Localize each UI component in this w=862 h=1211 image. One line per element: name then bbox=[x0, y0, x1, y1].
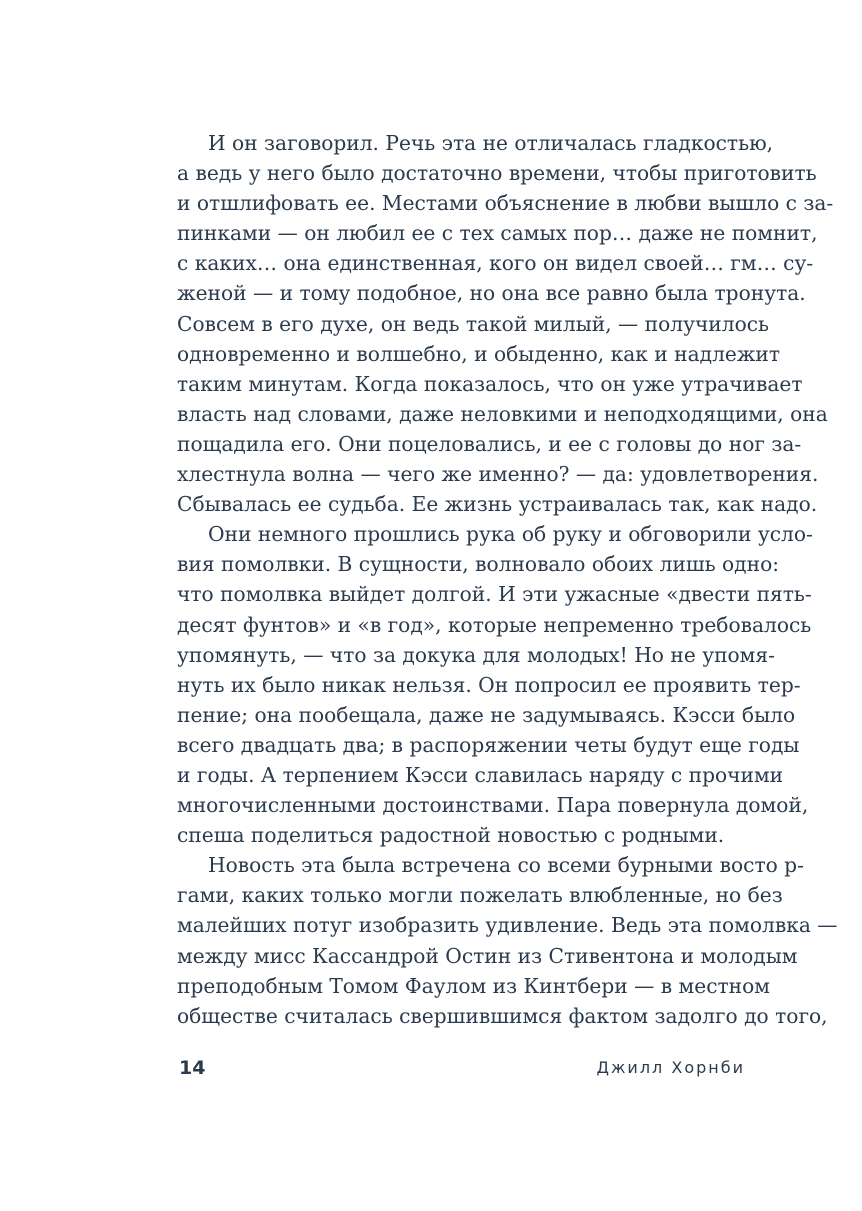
text-line: с каких… она единственная, кого он видел своей… гм… су- bbox=[177, 251, 814, 276]
text-line: Они немного прошлись рука об руку и обговорили усло- bbox=[208, 522, 813, 547]
page-number: 14 bbox=[179, 1057, 206, 1079]
text-line: всего двадцать два; в распоряжении четы будут еще годы bbox=[177, 732, 800, 757]
text-line: преподобным Томом Фаулом из Кинтбери — в местном bbox=[177, 973, 770, 998]
text-line: пинками — он любил ее с тех самых пор… даже не помнит, bbox=[177, 221, 818, 246]
text-line: и годы. А терпением Кэсси славилась наряду с прочими bbox=[177, 762, 784, 787]
text-line: вия помолвки. В сущности, волновало обоих лишь одно: bbox=[177, 552, 780, 577]
text-line: упомянуть, — что за докука для молодых! Но не упомя- bbox=[177, 642, 775, 667]
text-line: одновременно и волшебно, и обыденно, как и надлежит bbox=[177, 341, 781, 366]
text-line: обществе считалась свершившимся фактом задолго до того, bbox=[177, 1003, 828, 1028]
text-line: Сбывалась ее судьба. Ее жизнь устраивалась так, как надо. bbox=[177, 492, 818, 517]
text-line: И он заговорил. Речь эта не отличалась гладкостью, bbox=[208, 131, 774, 155]
text-line: малейших потуг изобразить удивление. Ведь эта помолвка — bbox=[177, 913, 838, 938]
text-line: женой — и тому подобное, но она все равно была тронута. bbox=[177, 281, 806, 306]
text-line: что помолвка выйдет долгой. И эти ужасные «двести пять- bbox=[177, 582, 812, 607]
text-line: и отшлифовать ее. Местами объяснение в любви вышло с за- bbox=[177, 191, 834, 216]
text-line: хлестнула волна — чего же именно? — да: удовлетворения. bbox=[177, 462, 819, 487]
running-footer-author: Джилл Хорнби bbox=[596, 1058, 745, 1077]
text-line: власть над словами, даже неловкими и неподходящими, она bbox=[177, 401, 828, 426]
body-text bbox=[177, 128, 838, 1031]
text-line: нуть их было никак нельзя. Он попросил ее проявить тер- bbox=[177, 672, 801, 697]
text-line: десят фунтов» и «в год», которые непременно требовалось bbox=[177, 612, 812, 637]
text-line: между мисс Кассандрой Остин из Стивентона и молодым bbox=[177, 943, 798, 968]
text-line: Новость эта была встречена со всеми бурными восто р- bbox=[208, 853, 804, 878]
text-line: а ведь у него было достаточно времени, чтобы приготовить bbox=[177, 161, 817, 186]
text-line: многочисленными достоинствами. Пара повернула домой, bbox=[177, 793, 809, 818]
text-line: Совсем в его духе, он ведь такой милый, — получилось bbox=[177, 311, 770, 336]
text-line: пение; она пообещала, даже не задумываясь. Кэсси было bbox=[177, 702, 796, 727]
text-line: пощадила его. Они поцеловались, и ее с головы до ног за- bbox=[177, 431, 802, 456]
text-line: гами, каких только могли пожелать влюбленные, но без bbox=[177, 883, 783, 908]
text-line: таким минутам. Когда показалось, что он уже утрачивает bbox=[177, 371, 803, 396]
text-line: спеша поделиться радостной новостью с родными. bbox=[177, 823, 725, 848]
